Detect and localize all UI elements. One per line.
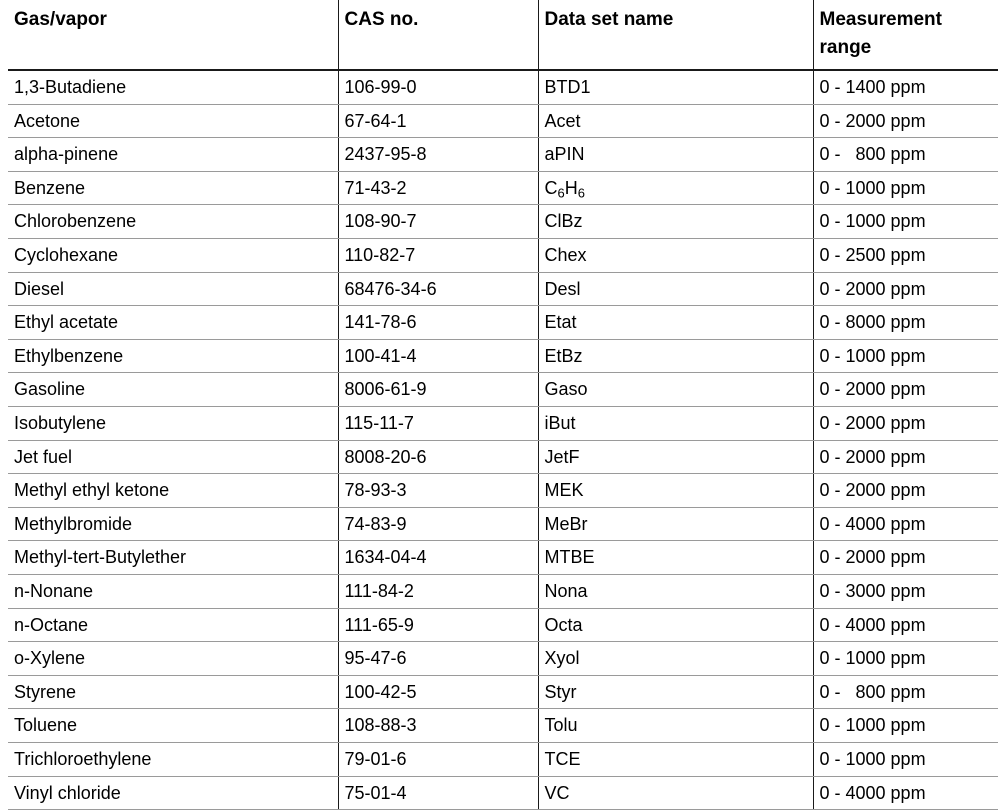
cell-data-set-name: Nona <box>538 575 813 609</box>
cell-measurement-range: 0 - 800 ppm <box>813 675 998 709</box>
cell-data-set-name: Gaso <box>538 373 813 407</box>
cell-cas-no: 95-47-6 <box>338 642 538 676</box>
table-row <box>8 608 998 642</box>
column-header-gas-vapor <box>8 0 338 70</box>
table-row <box>8 407 998 441</box>
cell-measurement-range: 0 - 8000 ppm <box>813 306 998 340</box>
cell-gas-vapor: Acetone <box>8 104 338 138</box>
table-row <box>8 239 998 273</box>
column-header-gas-vapor-label: Gas/vapor <box>14 9 107 30</box>
cell-measurement-range: 0 - 1000 ppm <box>813 709 998 743</box>
cell-measurement-range: 0 - 1000 ppm <box>813 205 998 239</box>
table-header-row <box>8 0 998 70</box>
cell-data-set-name: ClBz <box>538 205 813 239</box>
cell-gas-vapor: Methyl-tert-Butylether <box>8 541 338 575</box>
cell-data-set-name: MTBE <box>538 541 813 575</box>
table-row <box>8 373 998 407</box>
cell-gas-vapor: Jet fuel <box>8 440 338 474</box>
cell-gas-vapor: o-Xylene <box>8 642 338 676</box>
cell-gas-vapor: Ethyl acetate <box>8 306 338 340</box>
table-row <box>8 70 998 104</box>
cell-gas-vapor: Chlorobenzene <box>8 205 338 239</box>
cell-cas-no: 111-65-9 <box>338 608 538 642</box>
cell-measurement-range: 0 - 2500 ppm <box>813 239 998 273</box>
cell-gas-vapor: Gasoline <box>8 373 338 407</box>
cell-measurement-range: 0 - 3000 ppm <box>813 575 998 609</box>
cell-cas-no: 1634-04-4 <box>338 541 538 575</box>
cell-gas-vapor: Toluene <box>8 709 338 743</box>
cell-data-set-name: Tolu <box>538 709 813 743</box>
cell-gas-vapor: Methyl ethyl ketone <box>8 474 338 508</box>
cell-gas-vapor: Trichloroethylene <box>8 742 338 776</box>
table-row <box>8 171 998 205</box>
gas-vapor-table <box>8 0 998 810</box>
column-header-measurement-range <box>813 0 998 70</box>
table-row <box>8 272 998 306</box>
table-row <box>8 642 998 676</box>
cell-gas-vapor: 1,3-Butadiene <box>8 70 338 104</box>
cell-data-set-name: Etat <box>538 306 813 340</box>
cell-gas-vapor: n-Nonane <box>8 575 338 609</box>
cell-cas-no: 110-82-7 <box>338 239 538 273</box>
cell-data-set-name: iBut <box>538 407 813 441</box>
cell-cas-no: 100-42-5 <box>338 675 538 709</box>
cell-data-set-name: aPIN <box>538 138 813 172</box>
cell-cas-no: 78-93-3 <box>338 474 538 508</box>
cell-data-set-name: TCE <box>538 742 813 776</box>
table-row <box>8 138 998 172</box>
cell-measurement-range: 0 - 2000 ppm <box>813 104 998 138</box>
cell-measurement-range: 0 - 1400 ppm <box>813 70 998 104</box>
cell-gas-vapor: Vinyl chloride <box>8 776 338 810</box>
column-header-measurement-range-label: Measurement <box>819 9 942 30</box>
cell-data-set-name: EtBz <box>538 339 813 373</box>
cell-cas-no: 8006-61-9 <box>338 373 538 407</box>
column-header-data-set-name <box>538 0 813 70</box>
table-row <box>8 776 998 810</box>
cell-cas-no: 74-83-9 <box>338 507 538 541</box>
cell-measurement-range: 0 - 2000 ppm <box>813 440 998 474</box>
cell-cas-no: 115-11-7 <box>338 407 538 441</box>
cell-cas-no: 68476-34-6 <box>338 272 538 306</box>
table-body <box>8 70 998 810</box>
table-row <box>8 104 998 138</box>
table-row <box>8 474 998 508</box>
table-row <box>8 205 998 239</box>
table-row <box>8 675 998 709</box>
cell-data-set-name: MeBr <box>538 507 813 541</box>
column-header-cas-no-label: CAS no. <box>344 9 419 30</box>
cell-cas-no: 111-84-2 <box>338 575 538 609</box>
cell-cas-no: 108-90-7 <box>338 205 538 239</box>
cell-data-set-name: Styr <box>538 675 813 709</box>
cell-gas-vapor: Cyclohexane <box>8 239 338 273</box>
cell-cas-no: 2437-95-8 <box>338 138 538 172</box>
cell-gas-vapor: Benzene <box>8 171 338 205</box>
cell-cas-no: 108-88-3 <box>338 709 538 743</box>
cell-measurement-range: 0 - 4000 ppm <box>813 776 998 810</box>
column-header-measurement-range-label-2: range <box>819 36 872 58</box>
cell-data-set-name: Desl <box>538 272 813 306</box>
cell-measurement-range: 0 - 4000 ppm <box>813 608 998 642</box>
cell-cas-no: 67-64-1 <box>338 104 538 138</box>
column-header-cas-no <box>338 0 538 70</box>
cell-cas-no: 106-99-0 <box>338 70 538 104</box>
table-row <box>8 440 998 474</box>
table-row <box>8 541 998 575</box>
cell-data-set-name: $C_6H_6$ <box>538 171 813 205</box>
cell-data-set-name: Acet <box>538 104 813 138</box>
cell-data-set-name: VC <box>538 776 813 810</box>
cell-gas-vapor: n-Octane <box>8 608 338 642</box>
table-row <box>8 742 998 776</box>
table-row <box>8 575 998 609</box>
cell-gas-vapor: Styrene <box>8 675 338 709</box>
cell-measurement-range: 0 - 1000 ppm <box>813 339 998 373</box>
cell-gas-vapor: Ethylbenzene <box>8 339 338 373</box>
cell-cas-no: 141-78-6 <box>338 306 538 340</box>
cell-cas-no: 79-01-6 <box>338 742 538 776</box>
cell-measurement-range: 0 - 2000 ppm <box>813 373 998 407</box>
cell-data-set-name: JetF <box>538 440 813 474</box>
cell-measurement-range: 0 - 1000 ppm <box>813 171 998 205</box>
cell-gas-vapor: Methylbromide <box>8 507 338 541</box>
cell-gas-vapor: Diesel <box>8 272 338 306</box>
cell-cas-no: 8008-20-6 <box>338 440 538 474</box>
table-header <box>8 0 998 70</box>
cell-measurement-range: 0 - 2000 ppm <box>813 272 998 306</box>
cell-data-set-name: BTD1 <box>538 70 813 104</box>
cell-data-set-name: MEK <box>538 474 813 508</box>
table-row <box>8 339 998 373</box>
cell-measurement-range: 0 - 1000 ppm <box>813 742 998 776</box>
cell-data-set-name: Octa <box>538 608 813 642</box>
cell-gas-vapor: Isobutylene <box>8 407 338 441</box>
table-row <box>8 507 998 541</box>
cell-data-set-name: Chex <box>538 239 813 273</box>
cell-cas-no: 75-01-4 <box>338 776 538 810</box>
table-row <box>8 306 998 340</box>
cell-measurement-range: 0 - 2000 ppm <box>813 474 998 508</box>
cell-data-set-name: Xyol <box>538 642 813 676</box>
cell-gas-vapor: alpha-pinene <box>8 138 338 172</box>
cell-measurement-range: 0 - 2000 ppm <box>813 407 998 441</box>
cell-cas-no: 100-41-4 <box>338 339 538 373</box>
cell-measurement-range: 0 - 1000 ppm <box>813 642 998 676</box>
cell-cas-no: 71-43-2 <box>338 171 538 205</box>
table-row <box>8 709 998 743</box>
cell-measurement-range: 0 - 4000 ppm <box>813 507 998 541</box>
column-header-data-set-name-label: Data set name <box>544 9 674 30</box>
cell-measurement-range: 0 - 800 ppm <box>813 138 998 172</box>
cell-measurement-range: 0 - 2000 ppm <box>813 541 998 575</box>
